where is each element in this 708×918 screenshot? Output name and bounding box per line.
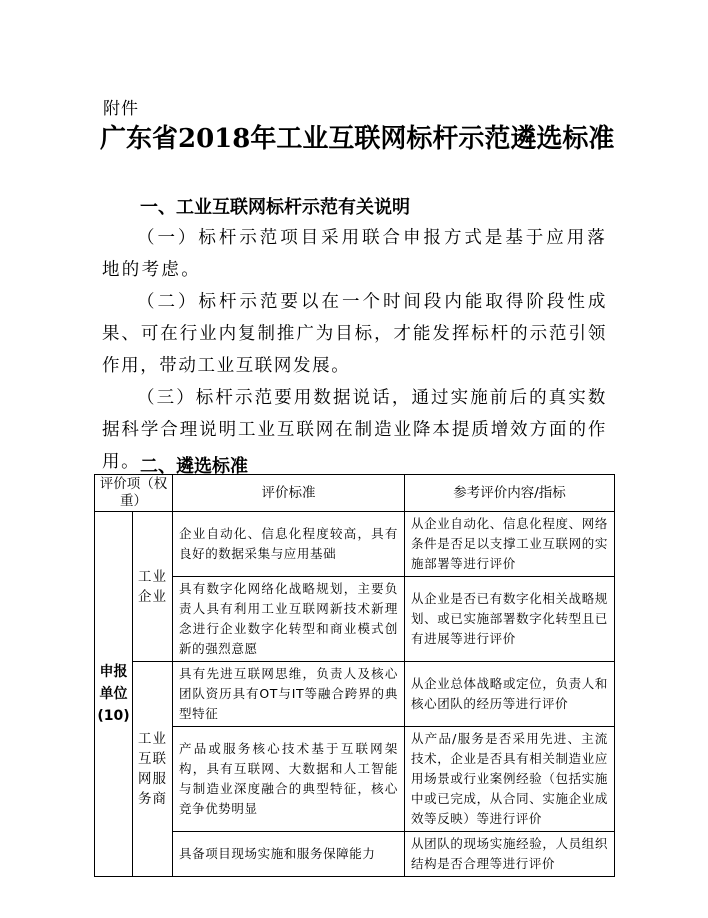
reference-cell: 从企业自动化、信息化程度、网络条件是否足以支撑工业互联网的实施部署等进行评价: [405, 512, 615, 577]
paragraph-1: （一）标杆示范项目采用联合申报方式是基于应用落地的考虑。: [102, 228, 607, 280]
paragraph-2: （二）标杆示范要以在一个时间段内能取得阶段性成果、可在行业内复制推广为目标，才能发挥标杆的示范引领作用，带动工业互联网发展。: [102, 292, 607, 376]
reference-cell: 从企业是否已有数字化相关战略规划、或已实施部署数字化转型且已有进展等进行评价: [405, 577, 615, 662]
table-row: [95, 662, 615, 727]
header-evaluation-item: 评价项（权重）: [95, 475, 173, 512]
standard-cell: 具备项目现场实施和服务保障能力: [173, 832, 405, 877]
group-cell: 工业互联网服务商: [133, 662, 173, 877]
criteria-table: [94, 474, 615, 877]
reference-cell: 从团队的现场实施经验，人员组织结构是否合理等进行评价: [405, 832, 615, 877]
section-heading-2: 二、遴选标准: [140, 456, 248, 477]
section-heading-1: 一、工业互联网标杆示范有关说明: [140, 197, 410, 218]
table-row: [95, 832, 615, 877]
category-cell: 申报单位(10): [95, 512, 133, 877]
reference-cell: 从企业总体战略或定位，负责人和核心团队的经历等进行评价: [405, 662, 615, 727]
attachment-label: 附件: [103, 99, 139, 119]
reference-cell: 从产品/服务是否采用先进、主流技术，企业是否具有相关制造业应用场景或行业案例经验（包括实施中或已完成，从合同、实施企业成效等反映）等进行评价: [405, 727, 615, 832]
header-reference-content: 参考评价内容/指标: [405, 475, 615, 512]
group-cell: 工业企业: [133, 512, 173, 662]
table-row: [95, 727, 615, 832]
standard-cell: 企业自动化、信息化程度较高，具有良好的数据采集与应用基础: [173, 512, 405, 577]
table-row: [95, 577, 615, 662]
header-evaluation-standard: 评价标准: [173, 475, 405, 512]
table-header-row: [95, 475, 615, 512]
document-title: 广东省2018年工业互联网标杆示范遴选标准: [100, 124, 615, 154]
standard-cell: 具有数字化网络化战略规划，主要负责人具有利用工业互联网新技术新理念进行企业数字化转型和商业模式创新的强烈意愿: [173, 577, 405, 662]
paragraph-3: （三）标杆示范要用数据说话，通过实施前后的真实数据科学合理说明工业互联网在制造业降本提质增效方面的作用。: [102, 388, 607, 472]
standard-cell: 具有先进互联网思维，负责人及核心团队资历具有OT与IT等融合跨界的典型特征: [173, 662, 405, 727]
table-row: [95, 512, 615, 577]
standard-cell: 产品或服务核心技术基于互联网架构，具有互联网、大数据和人工智能与制造业深度融合的典型特征，核心竞争优势明显: [173, 727, 405, 832]
